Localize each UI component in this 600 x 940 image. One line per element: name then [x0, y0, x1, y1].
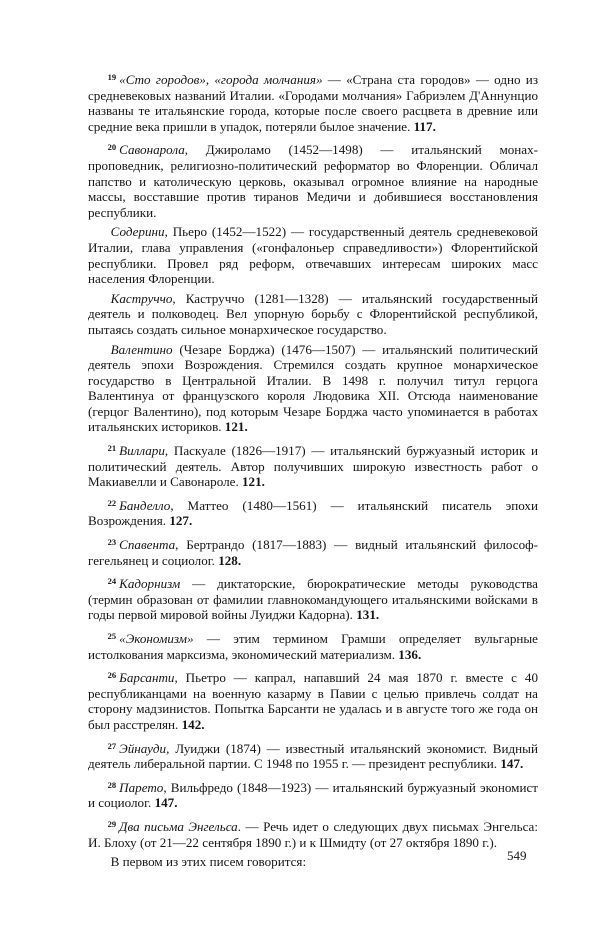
note-term: Каструччо	[110, 290, 173, 306]
notes-list	[88, 70, 538, 876]
note-term: Виллари	[119, 443, 165, 459]
note-term: Спавента	[119, 537, 176, 553]
note-25	[88, 629, 538, 662]
note-castruccio	[88, 289, 538, 338]
note-number: 28	[107, 779, 117, 790]
note-page-ref: 147.	[154, 795, 178, 811]
note-28	[88, 778, 538, 811]
note-29	[88, 817, 538, 850]
note-term: Барсанти	[119, 670, 175, 686]
note-20	[88, 140, 538, 220]
note-23	[88, 535, 538, 568]
note-text: , Бертрандо (1817—1883) — видный итальянский философ-гегельянец и социолог.	[88, 537, 538, 568]
note-page-ref: 117.	[413, 118, 436, 134]
note-text: В первом из этих писем говорится:	[110, 854, 307, 870]
note-continuation	[88, 852, 538, 870]
note-text: , Пьетро — капрал, напавший 24 мая 1870 г. вместе с 40 республиканцами на военную казарму в Павии с целью привлечь солдат на сторону мадзинистов. Попытка Барсанти не удалась и в августе того же года он был расстрелян.	[88, 670, 538, 732]
note-text: , Джироламо (1452—1498) — итальянский монах-проповедник, религиозно-политический реформатор во Флоренции. Обличал папство и католическую церковь, оказывал огромное влияние на народные массы, восставшие против тиранов Медичи и добившиеся восстановления республики.	[88, 142, 538, 220]
note-text: . — Речь идет о следующих двух письмах Энгельса: И. Блоху (от 21—22 сентября 1890 г.) и к Шмидту (от 27 октября 1890 г.).	[88, 818, 539, 850]
note-number: 24	[107, 576, 117, 587]
note-term: Содерини	[110, 224, 165, 240]
note-text: , Вильфредо (1848—1923) — итальянский буржуазный экономист и социолог.	[88, 779, 538, 811]
note-page-ref: 121.	[242, 474, 265, 490]
note-number: 20	[107, 142, 117, 153]
note-term: Банделло	[119, 497, 171, 513]
note-term: Парето	[119, 779, 164, 795]
note-26	[88, 668, 538, 732]
note-text: , Паскуале (1826—1917) — итальянский буржуазный историк и политический деятель. Автор получивших широкую известность работ о Макиавелли и Савонароле.	[88, 443, 538, 490]
note-number: 26	[107, 670, 117, 681]
note-page-ref: 128.	[218, 552, 242, 568]
note-term: Кадорнизм	[119, 576, 181, 592]
note-22	[88, 496, 538, 529]
note-page-ref: 136.	[398, 646, 422, 662]
note-term: «Сто городов», «города молчания»	[119, 72, 323, 87]
note-page-ref: 121.	[224, 419, 248, 435]
note-21	[88, 441, 538, 490]
note-term: Эйнауди	[119, 740, 167, 756]
note-number: 19	[107, 72, 117, 82]
note-page-ref: 127.	[169, 513, 193, 529]
note-text: , Луиджи (1874) — известный итальянский экономист. Видный деятель либеральной партии. С 1948 по 1955 г. — президент республики.	[88, 740, 538, 772]
note-term: Два письма Энгельса	[119, 818, 238, 834]
note-text: — диктаторские, бюрократические методы руководства (термин образован от фамилии главнокомандующего итальянскими войсками в годы первой мировой войны Луиджи Кадорна).	[88, 576, 538, 623]
page-number: 549	[507, 848, 527, 863]
note-number: 22	[107, 497, 117, 508]
note-term: Савонарола	[119, 142, 185, 158]
note-text: (Чезаре Борджа) (1476—1507) — итальянский политический деятель эпохи Возрождения. Стремился создать крупное монархическое государство в Центральной Италии. В 1498 г. получил титул герцога Валентинуа от французского короля Людовика XII. Отсюда наименование (герцог Валентино), под которым Чезаре Борджа часто упоминается в работах итальянских историков.	[88, 341, 538, 435]
note-text: , Маттео (1480—1561) — итальянский писатель эпохи Возрождения.	[88, 497, 538, 529]
note-text: , Каструччо (1281—1328) — итальянский государственный деятель и полководец. Вел упорную борьбу с Флорентийской республикой, пытаясь создать сильное монархическое государство.	[88, 290, 538, 337]
note-text: — «Страна ста городов» — одно из средневековых названий Италии. «Городами молчания» Габриэлем Д'Аннунцио названы те итальянские города, которые после своего расцвета в древние или средние века пришли в упадок, потеряли былое значение.	[88, 72, 538, 134]
note-number: 21	[107, 443, 117, 454]
note-number: 27	[107, 740, 117, 751]
note-term: «Экономизм»	[119, 631, 194, 646]
note-page-ref: 131.	[356, 607, 380, 623]
note-page-ref: 147.	[500, 756, 524, 772]
note-text: , Пьеро (1452—1522) — государственный деятель средневековой Италии, глава управления («гонфалоньер справедливости») Флорентийской республики. Провел ряд реформ, отвечавших интересам широких масс населения Флоренции.	[88, 224, 538, 287]
note-number: 23	[107, 537, 117, 548]
note-page-ref: 142.	[181, 716, 205, 732]
note-19	[88, 70, 538, 134]
note-valentino	[88, 340, 538, 436]
note-number: 29	[107, 818, 117, 829]
note-number: 25	[107, 631, 117, 641]
note-term: Валентино	[110, 341, 173, 357]
note-text: — этим термином Грамши определяет вульгарные истолкования марксизма, экономический материализм.	[88, 631, 538, 662]
note-27	[88, 739, 538, 772]
note-soderini	[88, 222, 538, 286]
note-24	[88, 574, 538, 623]
